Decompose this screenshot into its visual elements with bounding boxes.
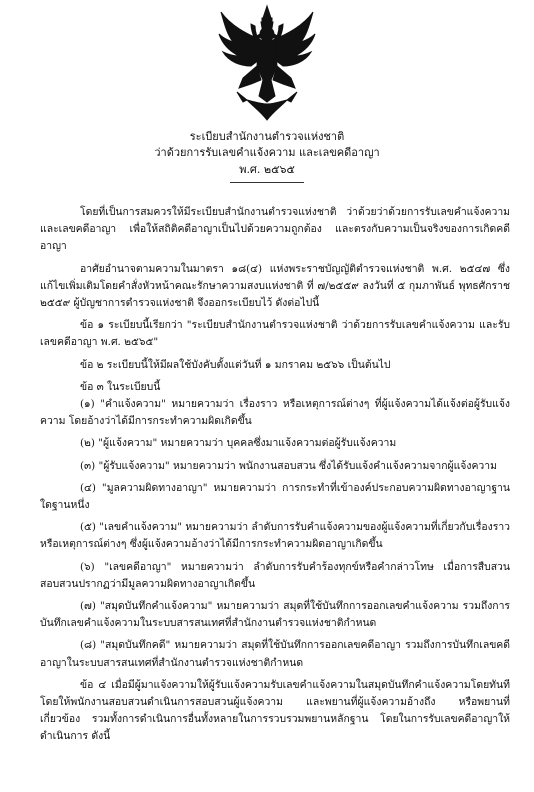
document-subtitle: ว่าด้วยการรับเลขคำแจ้งความ และเลขคดีอาญา bbox=[154, 146, 380, 159]
definition-3: (๓) "ผู้รับแจ้งความ" หมายความว่า พนักงานสอบสวน ซึ่งได้รับแจ้งคำแจ้งความจากผู้แจ้งความ bbox=[80, 459, 497, 472]
preamble-authority: อาศัยอำนาจตามความในมาตรา ๑๘(๔) แห่งพระราชบัญญัติตำรวจแห่งชาติ พ.ศ. ๒๕๔๗ ซึ่งแก้ไขเพิ่มเติมโดยคำสั่งหัวหน้าคณะรักษาความสงบแห่งชาติ ที่ ๗/๒๕๕๙ ลงวันที่ ๕ กุมภาพันธ์ พุทธศักราช ๒๕๕๙ ผู้บัญชาการตำรวจแห่งชาติ จึงออกระเบียบไว้ ดังต่อไปนี้ bbox=[40, 262, 510, 310]
title-underline bbox=[230, 182, 304, 183]
clause-2: ข้อ ๒ ระเบียบนี้ให้มีผลใช้บังคับตั้งแต่วันที่ ๑ มกราคม ๒๕๖๖ เป็นต้นไป bbox=[80, 358, 391, 371]
clause-1: ข้อ ๑ ระเบียบนี้เรียกว่า "ระเบียบสำนักงานตำรวจแห่งชาติ ว่าด้วยการรับเลขคำแจ้งความ และรับเลขคดีอาญา พ.ศ. ๒๕๖๕" bbox=[40, 319, 510, 349]
document-body bbox=[40, 204, 510, 746]
garuda-emblem-icon bbox=[217, 4, 317, 122]
definition-7: (๗) "สมุดบันทึกคำแจ้งความ" หมายความว่า สมุดที่ใช้บันทึกการออกเลขคำแจ้งความ รวมถึงการบันทึกเลขคำแจ้งความในระบบสารสนเทศที่สำนักงานตำรวจแห่งชาติกำหนด bbox=[40, 600, 510, 630]
clause-3: ข้อ ๓ ในระเบียบนี้ bbox=[80, 380, 161, 393]
document-title: ระเบียบสำนักงานตำรวจแห่งชาติ bbox=[189, 130, 345, 143]
definition-4: (๔) "มูลความผิดทางอาญา" หมายความว่า การกระทำที่เข้าองค์ประกอบความผิดทางอาญาฐานใดฐานหนึ่ง bbox=[40, 481, 510, 512]
definition-2: (๒) "ผู้แจ้งความ" หมายความว่า บุคคลซึ่งมาแจ้งความต่อผู้รับแจ้งความ bbox=[80, 437, 397, 450]
definition-1: (๑) "คำแจ้งความ" หมายความว่า เรื่องราว หรือเหตุการณ์ต่างๆ ที่ผู้แจ้งความได้แจ้งต่อผู้รับแจ้งความ โดยอ้างว่าได้มีการกระทำความผิดเกิดขึ้น bbox=[40, 398, 510, 428]
definition-6: (๖) "เลขคดีอาญา" หมายความว่า ลำดับการรับคำร้องทุกข์หรือคำกล่าวโทษ เมื่อการสืบสวนสอบสวนปรากฏว่ามีมูลความผิดทางอาญาเกิดขึ้น bbox=[40, 560, 510, 590]
definition-5: (๕) "เลขคำแจ้งความ" หมายความว่า ลำดับการรับคำแจ้งความของผู้แจ้งความที่เกี่ยวกับเรื่องราว หรือเหตุการณ์ต่างๆ ซึ่งผู้แจ้งความอ้างว่าได้มีการกระทำความผิดอาญาเกิดขึ้น bbox=[40, 521, 510, 551]
document-year: พ.ศ. ๒๕๖๕ bbox=[239, 163, 295, 176]
clause-4: ข้อ ๔ เมื่อมีผู้มาแจ้งความให้ผู้รับแจ้งความรับเลขคำแจ้งความในสมุดบันทึกคำแจ้งความโดยทันที โดยให้พนักงานสอบสวนดำเนินการสอบสวนผู้แจ้งความ และพยานที่ผู้แจ้งความอ้างถึง หรือพยานที่เกี่ยวข้อง รวมทั้งการดำเนินการอื่นทั้งหลายในการรวบรวมพยานหลักฐาน โดยในการรับเลขคดีอาญาให้ดำเนินการ ดังนี้ bbox=[40, 678, 510, 743]
definition-8: (๘) "สมุดบันทึกคดี" หมายความว่า สมุดที่ใช้บันทึกการออกเลขคดีอาญา รวมถึงการบันทึกเลขคดีอาญาในระบบสารสนเทศที่สำนักงานตำรวจแห่งชาติกำหนด bbox=[40, 639, 510, 669]
preamble-purpose: โดยที่เป็นการสมควรให้มีระเบียบสำนักงานตำรวจแห่งชาติ ว่าด้วยว่าด้วยการรับเลขคำแจ้งความ และเลขคดีอาญา เพื่อให้สถิติคดีอาญาเป็นไปด้วยความถูกต้อง และตรงกับความเป็นจริงของการเกิดคดีอาญา bbox=[40, 206, 510, 253]
